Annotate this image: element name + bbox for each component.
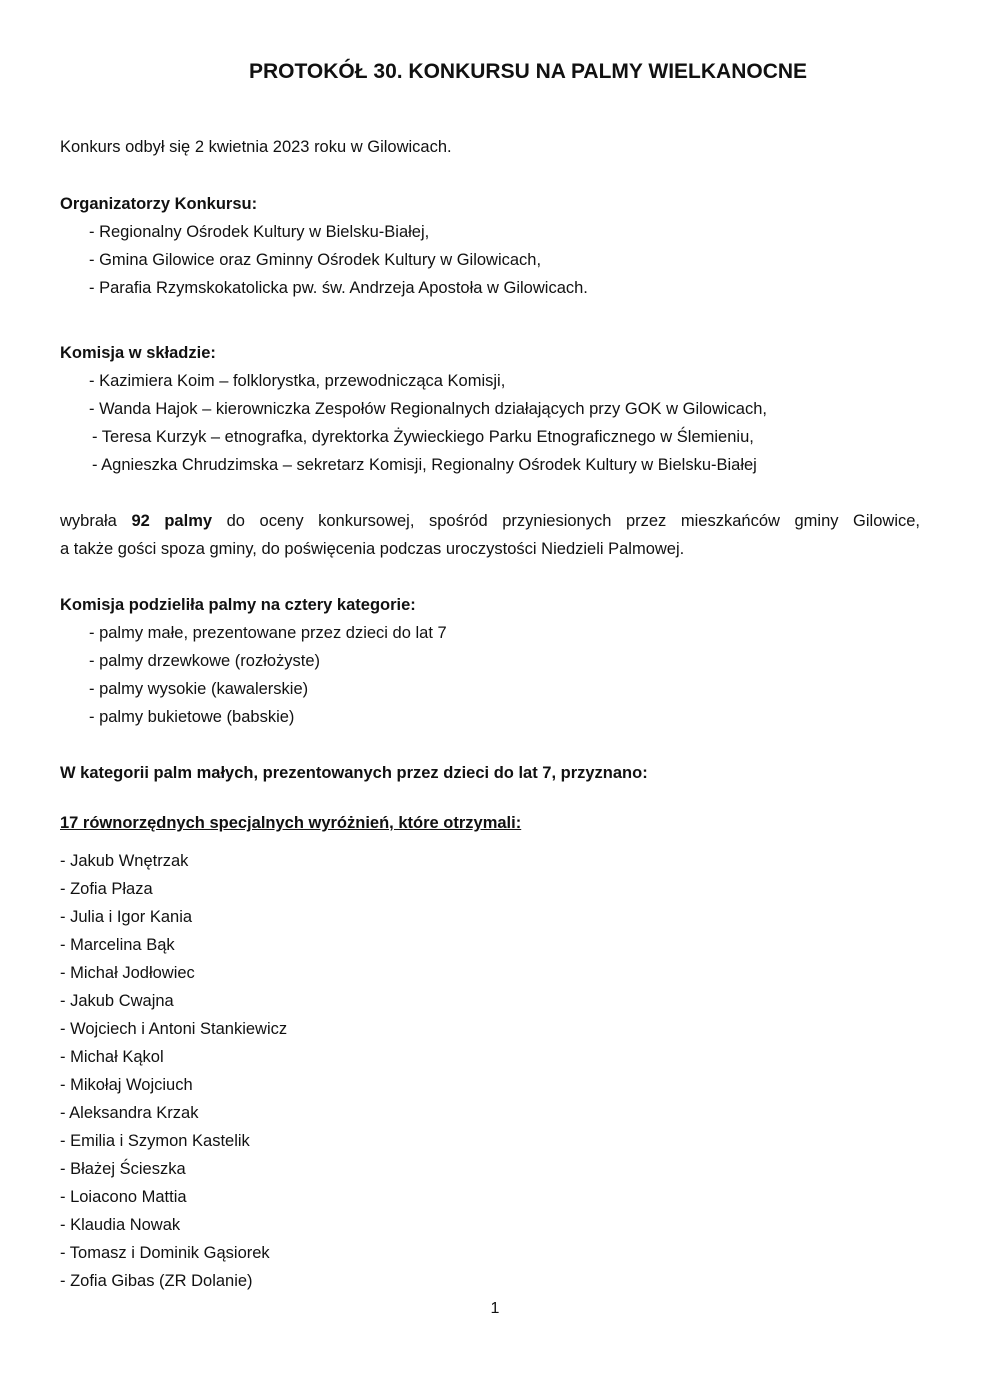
committee-member: - Wanda Hajok – kierowniczka Zespołów Regionalnych działających przy GOK w Gilowicach, — [89, 400, 767, 418]
page-number: 1 — [490, 1300, 500, 1317]
winner-item: - Michał Kąkol — [60, 1048, 164, 1066]
selection-rest: do oceny konkursowej, spośród przyniesionych przez mieszkańców gminy Gilowice, — [212, 512, 920, 530]
winner-item: - Michał Jodłowiec — [60, 964, 195, 982]
categories-heading: Komisja podzieliła palmy na cztery kategorie: — [60, 596, 416, 614]
committee-member: - Agnieszka Chrudzimska – sekretarz Komisji, Regionalny Ośrodek Kultury w Bielsku-Białej — [92, 456, 757, 474]
committee-member: - Kazimiera Koim – folklorystka, przewodnicząca Komisji, — [89, 372, 506, 390]
organizer-item: - Gmina Gilowice oraz Gminny Ośrodek Kultury w Gilowicach, — [89, 251, 542, 269]
winner-item: - Marcelina Bąk — [60, 936, 175, 954]
organizer-item: - Regionalny Ośrodek Kultury w Bielsku-Białej, — [89, 223, 430, 241]
category-item: - palmy bukietowe (babskie) — [89, 708, 295, 726]
winner-item: - Jakub Cwajna — [60, 992, 174, 1010]
selection-paragraph-line1 — [60, 511, 920, 531]
category-item: - palmy wysokie (kawalerskie) — [89, 680, 309, 698]
palm-count: 92 palmy — [131, 512, 213, 530]
selection-prefix: wybrała — [60, 512, 132, 530]
winner-item: - Zofia Gibas (ZR Dolanie) — [60, 1272, 253, 1290]
winner-item: - Emilia i Szymon Kastelik — [60, 1132, 250, 1150]
winner-item: - Aleksandra Krzak — [60, 1104, 199, 1122]
winner-item: - Mikołaj Wojciuch — [60, 1076, 193, 1094]
committee-heading: Komisja w składzie: — [60, 344, 216, 362]
category-item: - palmy drzewkowe (rozłożyste) — [89, 652, 321, 670]
category-item: - palmy małe, prezentowane przez dzieci do lat 7 — [89, 624, 447, 642]
winner-item: - Wojciech i Antoni Stankiewicz — [60, 1020, 288, 1038]
winner-item: - Julia i Igor Kania — [60, 908, 193, 926]
winner-item: - Błażej Ścieszka — [60, 1160, 186, 1178]
winner-item: - Tomasz i Dominik Gąsiorek — [60, 1244, 270, 1262]
awards-subheading: 17 równorzędnych specjalnych wyróżnień, które otrzymali: — [60, 814, 522, 832]
selection-paragraph-line2: a także gości spoza gminy, do poświęcenia podczas uroczystości Niedzieli Palmowej. — [60, 540, 685, 558]
winner-item: - Zofia Płaza — [60, 880, 153, 898]
intro-text: Konkurs odbył się 2 kwietnia 2023 roku w Gilowicach. — [60, 138, 452, 156]
document-title: PROTOKÓŁ 30. KONKURSU NA PALMY WIELKANOCNE — [248, 60, 808, 83]
winner-item: - Klaudia Nowak — [60, 1216, 181, 1234]
winner-item: - Loiacono Mattia — [60, 1188, 187, 1206]
organizers-heading: Organizatorzy Konkursu: — [60, 195, 258, 213]
committee-member: - Teresa Kurzyk – etnografka, dyrektorka Żywieckiego Parku Etnograficznego w Ślemieniu, — [92, 428, 754, 446]
small-category-heading: W kategorii palm małych, prezentowanych przez dzieci do lat 7, przyznano: — [60, 764, 648, 782]
organizer-item: - Parafia Rzymskokatolicka pw. św. Andrzeja Apostoła w Gilowicach. — [89, 279, 588, 297]
winner-item: - Jakub Wnętrzak — [60, 852, 189, 870]
